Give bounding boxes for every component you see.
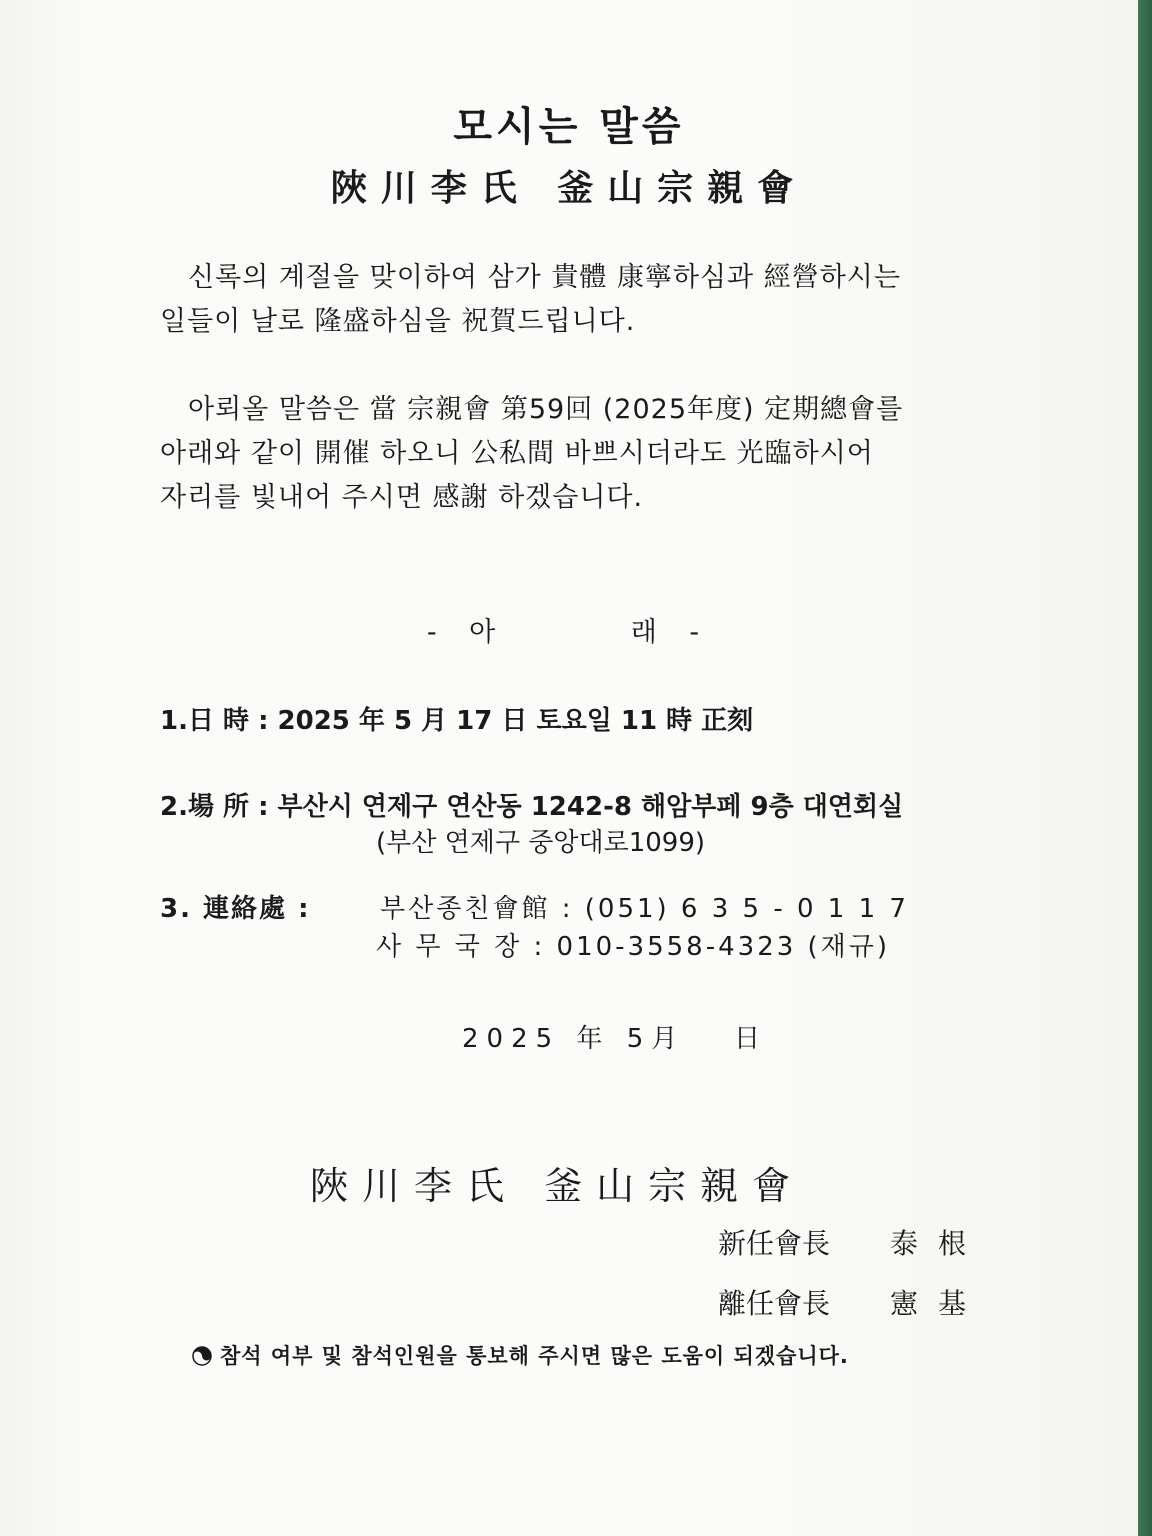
- paragraph-line: 자리를 빛내어 주시면 感謝 하겠습니다.: [160, 482, 644, 513]
- contact-hall: 부산종친會館 : (051) 6 3 5 - 0 1 1 7: [380, 894, 909, 924]
- footnote-text: 참석 여부 및 참석인원을 통보해 주시면 많은 도움이 되겠습니다.: [220, 1344, 849, 1368]
- former-president-row: [718, 1282, 987, 1322]
- new-president-title: 新任會長: [718, 1227, 831, 1260]
- paragraph-line: 아래와 같이 開催 하오니 公私間 바쁘시더라도 光臨하시어: [160, 438, 874, 469]
- new-president-row: [718, 1222, 987, 1262]
- page-title: 모시는 말씀: [453, 104, 685, 150]
- place-address: (부산 연제구 중앙대로1099): [376, 828, 706, 858]
- datetime-item: 1.日 時 : 2025 年 5 月 17 日 토요일 11 時 正刻: [160, 706, 754, 736]
- paragraph-line: 신록의 계절을 맞이하여 삼가 貴體 康寧하심과 經營하시는: [188, 262, 901, 293]
- announcement-paragraph: [160, 388, 990, 520]
- organization-subtitle: 陜川李氏 釜山宗親會: [330, 167, 808, 209]
- new-president-name: 泰根: [890, 1227, 987, 1260]
- contact-secretary: 사 무 국 장 : 010-3558-4323 (재규): [376, 932, 891, 962]
- paragraph-line: 아뢰올 말씀은 當 宗親會 第59回 (2025年度) 定期總會를: [188, 394, 904, 425]
- former-president-name: 憲基: [890, 1287, 987, 1320]
- greeting-paragraph: [160, 256, 990, 344]
- background-edge: [1138, 0, 1152, 1536]
- signature-organization: 陜川李氏 釜山宗親會: [310, 1164, 805, 1208]
- contact-label: 3. 連絡處 :: [160, 894, 311, 924]
- former-president-title: 離任會長: [718, 1287, 831, 1320]
- place-item: 2.場 所 : 부산시 연제구 연산동 1242-8 해암부페 9층 대연회실: [160, 792, 904, 822]
- paragraph-line: 일들이 날로 隆盛하심을 祝賀드립니다.: [160, 306, 636, 337]
- notice-heading: - 아 래 -: [426, 617, 712, 648]
- footnote: [192, 1340, 849, 1370]
- taegeuk-icon: [192, 1346, 212, 1366]
- issue-date: 2025 年 5月 日: [462, 1024, 769, 1054]
- contact-item: [160, 888, 909, 925]
